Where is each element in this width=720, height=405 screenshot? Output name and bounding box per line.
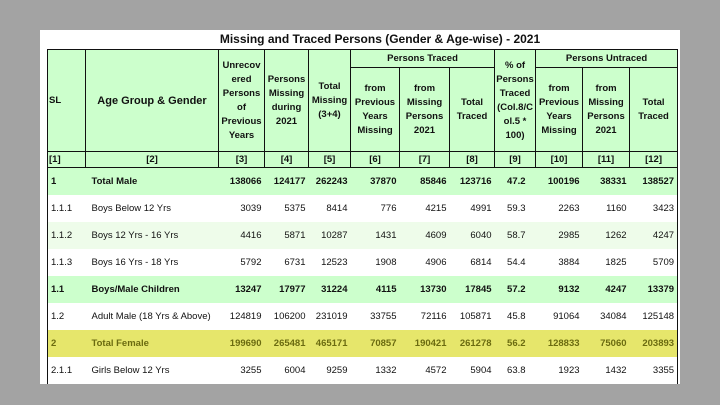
- header-unrecovered: Unrecov ered Persons of Previous Years: [219, 50, 265, 152]
- row-sl: 1.1.3: [48, 249, 86, 276]
- row-sl: 1.1.2: [48, 222, 86, 249]
- cell-c7: 72116: [400, 303, 450, 330]
- cell-c12: 5709: [630, 249, 678, 276]
- cell-c11: 4247: [583, 276, 630, 303]
- cell-c5: 10287: [309, 222, 351, 249]
- cell-c4: 5871: [265, 222, 309, 249]
- cell-c3: 5792: [219, 249, 265, 276]
- colnum: [9]: [495, 152, 536, 168]
- colnum: [1]: [48, 152, 86, 168]
- cell-c12: 3355: [630, 357, 678, 384]
- cell-c11: 34084: [583, 303, 630, 330]
- cell-c8: 6814: [450, 249, 495, 276]
- cell-c6: 1908: [351, 249, 400, 276]
- row-label: Adult Male (18 Yrs & Above): [86, 303, 219, 330]
- colnum: [5]: [309, 152, 351, 168]
- column-number-row: [48, 152, 678, 168]
- header-untraced-prev: from Previous Years Missing: [536, 68, 583, 152]
- cell-c7: 85846: [400, 168, 450, 196]
- header-persons-traced: Persons Traced: [351, 50, 495, 68]
- table-row: [48, 222, 678, 249]
- cell-c12: 13379: [630, 276, 678, 303]
- cell-c5: 231019: [309, 303, 351, 330]
- colnum: [2]: [86, 152, 219, 168]
- cell-c6: 776: [351, 195, 400, 222]
- table-row: [48, 330, 678, 357]
- colnum: [7]: [400, 152, 450, 168]
- header-traced-prev: from Previous Years Missing: [351, 68, 400, 152]
- cell-c10: 100196: [536, 168, 583, 196]
- cell-c8: 6040: [450, 222, 495, 249]
- cell-c12: 3423: [630, 195, 678, 222]
- cell-c9: 57.2: [495, 276, 536, 303]
- cell-c3: 124819: [219, 303, 265, 330]
- cell-c9: 63.8: [495, 357, 536, 384]
- cell-c9: 45.8: [495, 303, 536, 330]
- row-sl: 1.1: [48, 276, 86, 303]
- cell-c9: 47.2: [495, 168, 536, 196]
- document-page: [40, 30, 680, 384]
- cell-c10: 1923: [536, 357, 583, 384]
- colnum: [8]: [450, 152, 495, 168]
- colnum: [10]: [536, 152, 583, 168]
- header-traced-missing: from Missing Persons 2021: [400, 68, 450, 152]
- row-label: Boys Below 12 Yrs: [86, 195, 219, 222]
- cell-c6: 33755: [351, 303, 400, 330]
- row-label: Boys 16 Yrs - 18 Yrs: [86, 249, 219, 276]
- header-persons-untraced: Persons Untraced: [536, 50, 678, 68]
- cell-c3: 3255: [219, 357, 265, 384]
- cell-c11: 1262: [583, 222, 630, 249]
- table-row: [48, 303, 678, 330]
- row-sl: 1: [48, 168, 86, 196]
- row-label: Boys/Male Children: [86, 276, 219, 303]
- colnum: [4]: [265, 152, 309, 168]
- cell-c7: 190421: [400, 330, 450, 357]
- cell-c3: 4416: [219, 222, 265, 249]
- cell-c8: 5904: [450, 357, 495, 384]
- cell-c11: 38331: [583, 168, 630, 196]
- cell-c7: 4572: [400, 357, 450, 384]
- row-label: Girls Below 12 Yrs: [86, 357, 219, 384]
- colnum: [12]: [630, 152, 678, 168]
- cell-c7: 4215: [400, 195, 450, 222]
- cell-c12: 4247: [630, 222, 678, 249]
- row-label: Boys 12 Yrs - 16 Yrs: [86, 222, 219, 249]
- cell-c4: 17977: [265, 276, 309, 303]
- cell-c8: 261278: [450, 330, 495, 357]
- cell-c10: 2985: [536, 222, 583, 249]
- header-total-missing: Total Missing (3+4): [309, 50, 351, 152]
- cell-c5: 262243: [309, 168, 351, 196]
- cell-c6: 70857: [351, 330, 400, 357]
- cell-c11: 75060: [583, 330, 630, 357]
- cell-c3: 199690: [219, 330, 265, 357]
- cell-c9: 58.7: [495, 222, 536, 249]
- cell-c12: 138527: [630, 168, 678, 196]
- cell-c4: 5375: [265, 195, 309, 222]
- cell-c3: 13247: [219, 276, 265, 303]
- cell-c10: 128833: [536, 330, 583, 357]
- cell-c4: 124177: [265, 168, 309, 196]
- table-title: Missing and Traced Persons (Gender & Age-wise) - 2021: [219, 32, 541, 46]
- row-sl: 1.1.1: [48, 195, 86, 222]
- header-untraced-missing: from Missing Persons 2021: [583, 68, 630, 152]
- cell-c11: 1432: [583, 357, 630, 384]
- missing-traced-table: [47, 49, 678, 384]
- cell-c4: 106200: [265, 303, 309, 330]
- cell-c12: 203893: [630, 330, 678, 357]
- row-sl: 2.1.1: [48, 357, 86, 384]
- colnum: [6]: [351, 152, 400, 168]
- cell-c7: 13730: [400, 276, 450, 303]
- cell-c8: 17845: [450, 276, 495, 303]
- cell-c12: 125148: [630, 303, 678, 330]
- cell-c6: 4115: [351, 276, 400, 303]
- cell-c9: 54.4: [495, 249, 536, 276]
- header-total-traced: Total Traced: [450, 68, 495, 152]
- cell-c4: 265481: [265, 330, 309, 357]
- table-row: [48, 357, 678, 384]
- row-label: Total Female: [86, 330, 219, 357]
- cell-c5: 12523: [309, 249, 351, 276]
- header-missing-during: Persons Missing during 2021: [265, 50, 309, 152]
- cell-c9: 59.3: [495, 195, 536, 222]
- cell-c6: 1332: [351, 357, 400, 384]
- header-untraced-total: Total Traced: [630, 68, 678, 152]
- row-label: Total Male: [86, 168, 219, 196]
- cell-c11: 1825: [583, 249, 630, 276]
- cell-c9: 56.2: [495, 330, 536, 357]
- row-sl: 2: [48, 330, 86, 357]
- cell-c7: 4906: [400, 249, 450, 276]
- cell-c8: 4991: [450, 195, 495, 222]
- cell-c7: 4609: [400, 222, 450, 249]
- table-row: [48, 249, 678, 276]
- cell-c3: 3039: [219, 195, 265, 222]
- table-row: [48, 276, 678, 303]
- cell-c11: 1160: [583, 195, 630, 222]
- cell-c4: 6731: [265, 249, 309, 276]
- cell-c5: 8414: [309, 195, 351, 222]
- cell-c5: 9259: [309, 357, 351, 384]
- cell-c10: 91064: [536, 303, 583, 330]
- cell-c10: 2263: [536, 195, 583, 222]
- cell-c8: 123716: [450, 168, 495, 196]
- cell-c5: 31224: [309, 276, 351, 303]
- cell-c10: 9132: [536, 276, 583, 303]
- cell-c10: 3884: [536, 249, 583, 276]
- colnum: [3]: [219, 152, 265, 168]
- cell-c8: 105871: [450, 303, 495, 330]
- cell-c4: 6004: [265, 357, 309, 384]
- table-row: [48, 168, 678, 196]
- cell-c3: 138066: [219, 168, 265, 196]
- cell-c6: 1431: [351, 222, 400, 249]
- header-age-group: Age Group & Gender: [86, 50, 219, 152]
- cell-c6: 37870: [351, 168, 400, 196]
- cell-c5: 465171: [309, 330, 351, 357]
- header-sl: SL: [48, 50, 86, 152]
- colnum: [11]: [583, 152, 630, 168]
- header-pct-traced: % of Persons Traced (Col.8/C ol.5 * 100): [495, 50, 536, 152]
- table-row: [48, 195, 678, 222]
- row-sl: 1.2: [48, 303, 86, 330]
